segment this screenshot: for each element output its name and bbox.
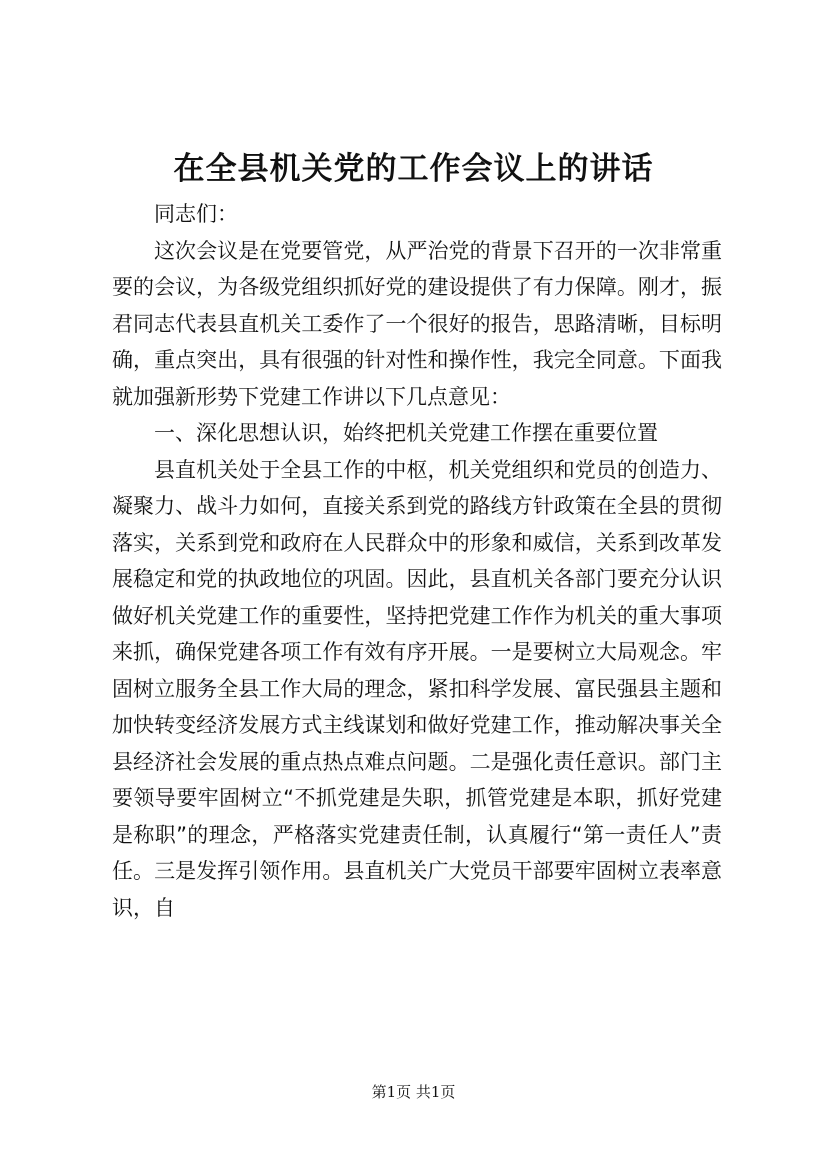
paragraph-section-1: 县直机关处于全县工作的中枢，机关党组织和党员的创造力、凝聚力、战斗力如何，直接关系到党的路线方针政策在全县的贯彻落实，关系到党和政府在人民群众中的形象和威信，关系到改革发展稳定和党的执政地位的巩固。因此，县直机关各部门要充分认识做好机关党建工作的重要性，坚持把党建工作作为机关的重大事项来抓，确保党建各项工作有效有序开展。一是要树立大局观念。牢固树立服务全县工作大局的理念，紧扣科学发展、富民强县主题和加快转变经济发展方式主线谋划和做好党建工作，推动解决事关全县经济社会发展的重点热点难点问题。二是强化责任意识。部门主要领导要牢固树立“不抓党建是失职，抓管党建是本职，抓好党建是称职”的理念，严格落实党建责任制，认真履行“第一责任人”责任。三是发挥引领作用。县直机关广大党员干部要牢固树立表率意识，自 <box>112 457 722 920</box>
document-title: 在全县机关党的工作会议上的讲话 <box>173 151 654 187</box>
page-footer: 第1页 共1页 <box>371 1083 456 1101</box>
section-heading-1: 一、深化思想认识，始终把机关党建工作摆在重要位置 <box>154 421 658 445</box>
document-body <box>112 196 722 926</box>
salutation: 同志们： <box>154 202 238 226</box>
paragraph-intro: 这次会议是在党要管党，从严治党的背景下召开的一次非常重要的会议，为各级党组织抓好党的建设提供了有力保障。刚才，振君同志代表县直机关工委作了一个很好的报告，思路清晰，目标明确，重点突出，具有很强的针对性和操作性，我完全同意。下面我就加强新形势下党建工作讲以下几点意见： <box>112 238 722 409</box>
